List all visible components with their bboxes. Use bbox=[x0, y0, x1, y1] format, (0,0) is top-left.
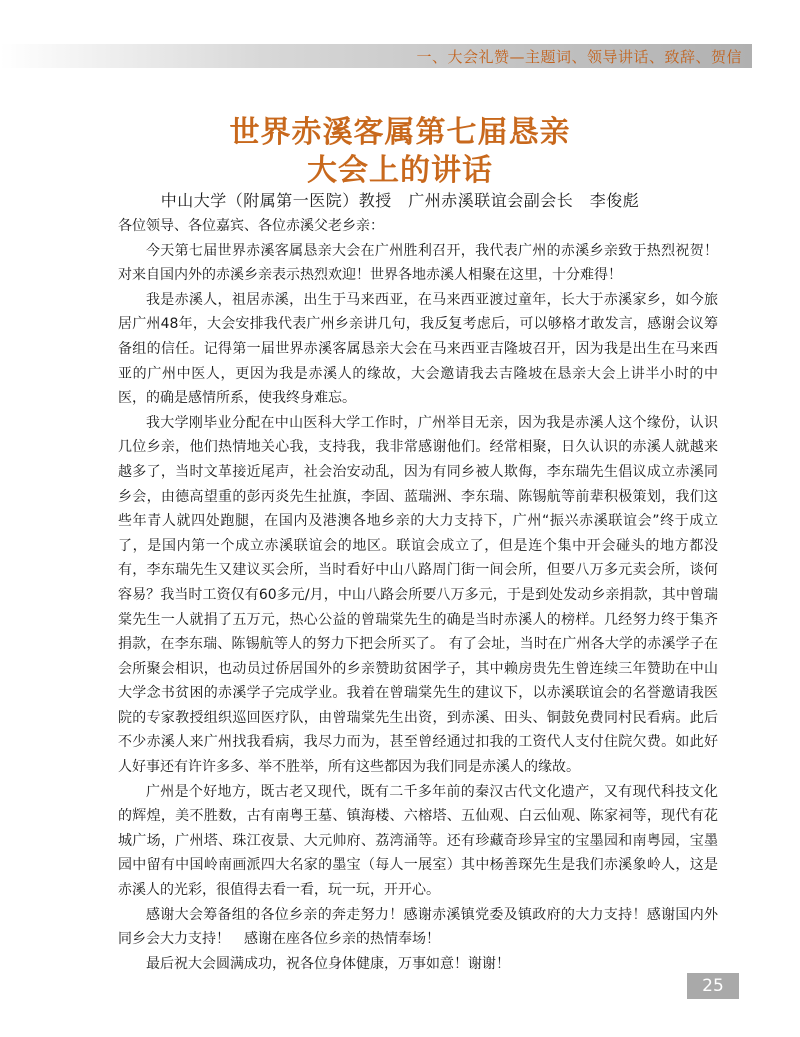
page-number: 25 bbox=[687, 973, 739, 999]
article-author-line: 中山大学（附属第一医院）教授 广州赤溪联谊会副会长 李俊彪 bbox=[160, 191, 640, 210]
section-header-band bbox=[0, 44, 752, 68]
article-title-line1: 世界赤溪客属第七届恳亲 bbox=[229, 115, 571, 150]
paragraph: 广州是个好地方，既古老又现代，既有二千多年前的秦汉古代文化遗产，又有现代科技文化的辉煌，美不胜数，古有南粤王墓、镇海楼、六榕塔、五仙观、白云仙观、陈家祠等，现代有花城广场，广州塔、珠江夜景、大元帅府、荔湾涌等。还有珍藏奇珍异宝的宝墨园和南粤园，宝墨园中留有中国岭南画派四大名家的墨宝（每人一展室）其中杨善琛先生是我们赤溪象岭人，这是赤溪人的光彩，很值得去看一看，玩一玩，开开心。 bbox=[118, 783, 718, 899]
paragraph: 我是赤溪人，祖居赤溪，出生于马来西亚，在马来西亚渡过童年，长大于赤溪家乡，如今旅居广州48年，大会安排我代表广州乡亲讲几句，我反复考虑后，可以够格才敢发言，感谢会议筹备组的信任。记得第一届世界赤溪客属恳亲大会在马来西亚吉隆坡召开，因为我是出生在马来西亚的广州中医人，更因为我是赤溪人的缘故，大会邀请我去吉隆坡在恳亲大会上讲半小时的中医，的确是感情所系，使我终身难忘。 bbox=[118, 291, 718, 407]
salutation: 各位领导、各位嘉宾、各位赤溪父老乡亲： bbox=[118, 218, 384, 234]
section-header-text: 一、大会礼赞—主题词、领导讲话、致辞、贺信 bbox=[416, 48, 742, 66]
paragraph: 最后祝大会圆满成功，祝各位身体健康，万事如意！谢谢！ bbox=[146, 955, 510, 972]
paragraph: 今天第七届世界赤溪客属恳亲大会在广州胜利召开，我代表广州的赤溪乡亲致于热烈祝贺！对来自国内外的赤溪乡亲表示热烈欢迎！世界各地赤溪人相聚在这里，十分难得！ bbox=[118, 242, 718, 284]
paragraph: 我大学刚毕业分配在中山医科大学工作时，广州举目无亲，因为我是赤溪人这个缘份，认识几位乡亲，他们热情地关心我，支持我，我非常感谢他们。经常相聚，日久认识的赤溪人就越来越多了，当时文革接近尾声，社会治安动乱，因为有同乡被人欺侮，李东瑞先生倡议成立赤溪同乡会，由德高望重的彭丙炎先生扯旗，李固、蓝瑞洲、李东瑞、陈锡航等前辈积极策划，我们这些年青人就四处跑腿，在国内及港澳各地乡亲的大力支持下，广州“振兴赤溪联谊会”终于成立了，是国内第一个成立赤溪联谊会的地区。联谊会成立了，但是连个集中开会碰头的地方都没有，李东瑞先生又建议买会所，当时看好中山八路周门街一间会所，但要八万多元卖会所，谈何容易？我当时工资仅有60多元/月，中山八路会所要八万多元，于是到处发动乡亲捐款，其中曾瑞棠先生一人就捐了五万元，热心公益的曾瑞棠先生的确是当时赤溪人的榜样。几经努力终于集齐捐款，在李东瑞、陈锡航等人的努力下把会所买了。 有了会址，当时在广州各大学的赤溪学子在会所聚会相识，也动员过侨居国外的乡亲赞助贫困学子，其中赖房贵先生曾连续三年赞助在中山大学念书贫困的赤溪学子完成学业。我着在曾瑞棠先生的建议下，以赤溪联谊会的名誉邀请我医院的专家教授组织巡回医疗队，由曾瑞棠先生出资，到赤溪、田头、铜鼓免费同村民看病。此后不少赤溪人来广州找我看病，我尽力而为，甚至曾经通过扣我的工资代人支付住院欠费。如此好人好事还有许许多多、举不胜举，所有这些都因为我们同是赤溪人的缘故。 bbox=[118, 414, 718, 776]
paragraph: 感谢大会筹备组的各位乡亲的奔走努力！感谢赤溪镇党委及镇政府的大力支持！感谢国内外同乡会大力支持！ 感谢在座各位乡亲的热情奉场！ bbox=[118, 906, 718, 948]
article-title-line2: 大会上的讲话 bbox=[307, 153, 493, 188]
article-body bbox=[118, 214, 718, 976]
